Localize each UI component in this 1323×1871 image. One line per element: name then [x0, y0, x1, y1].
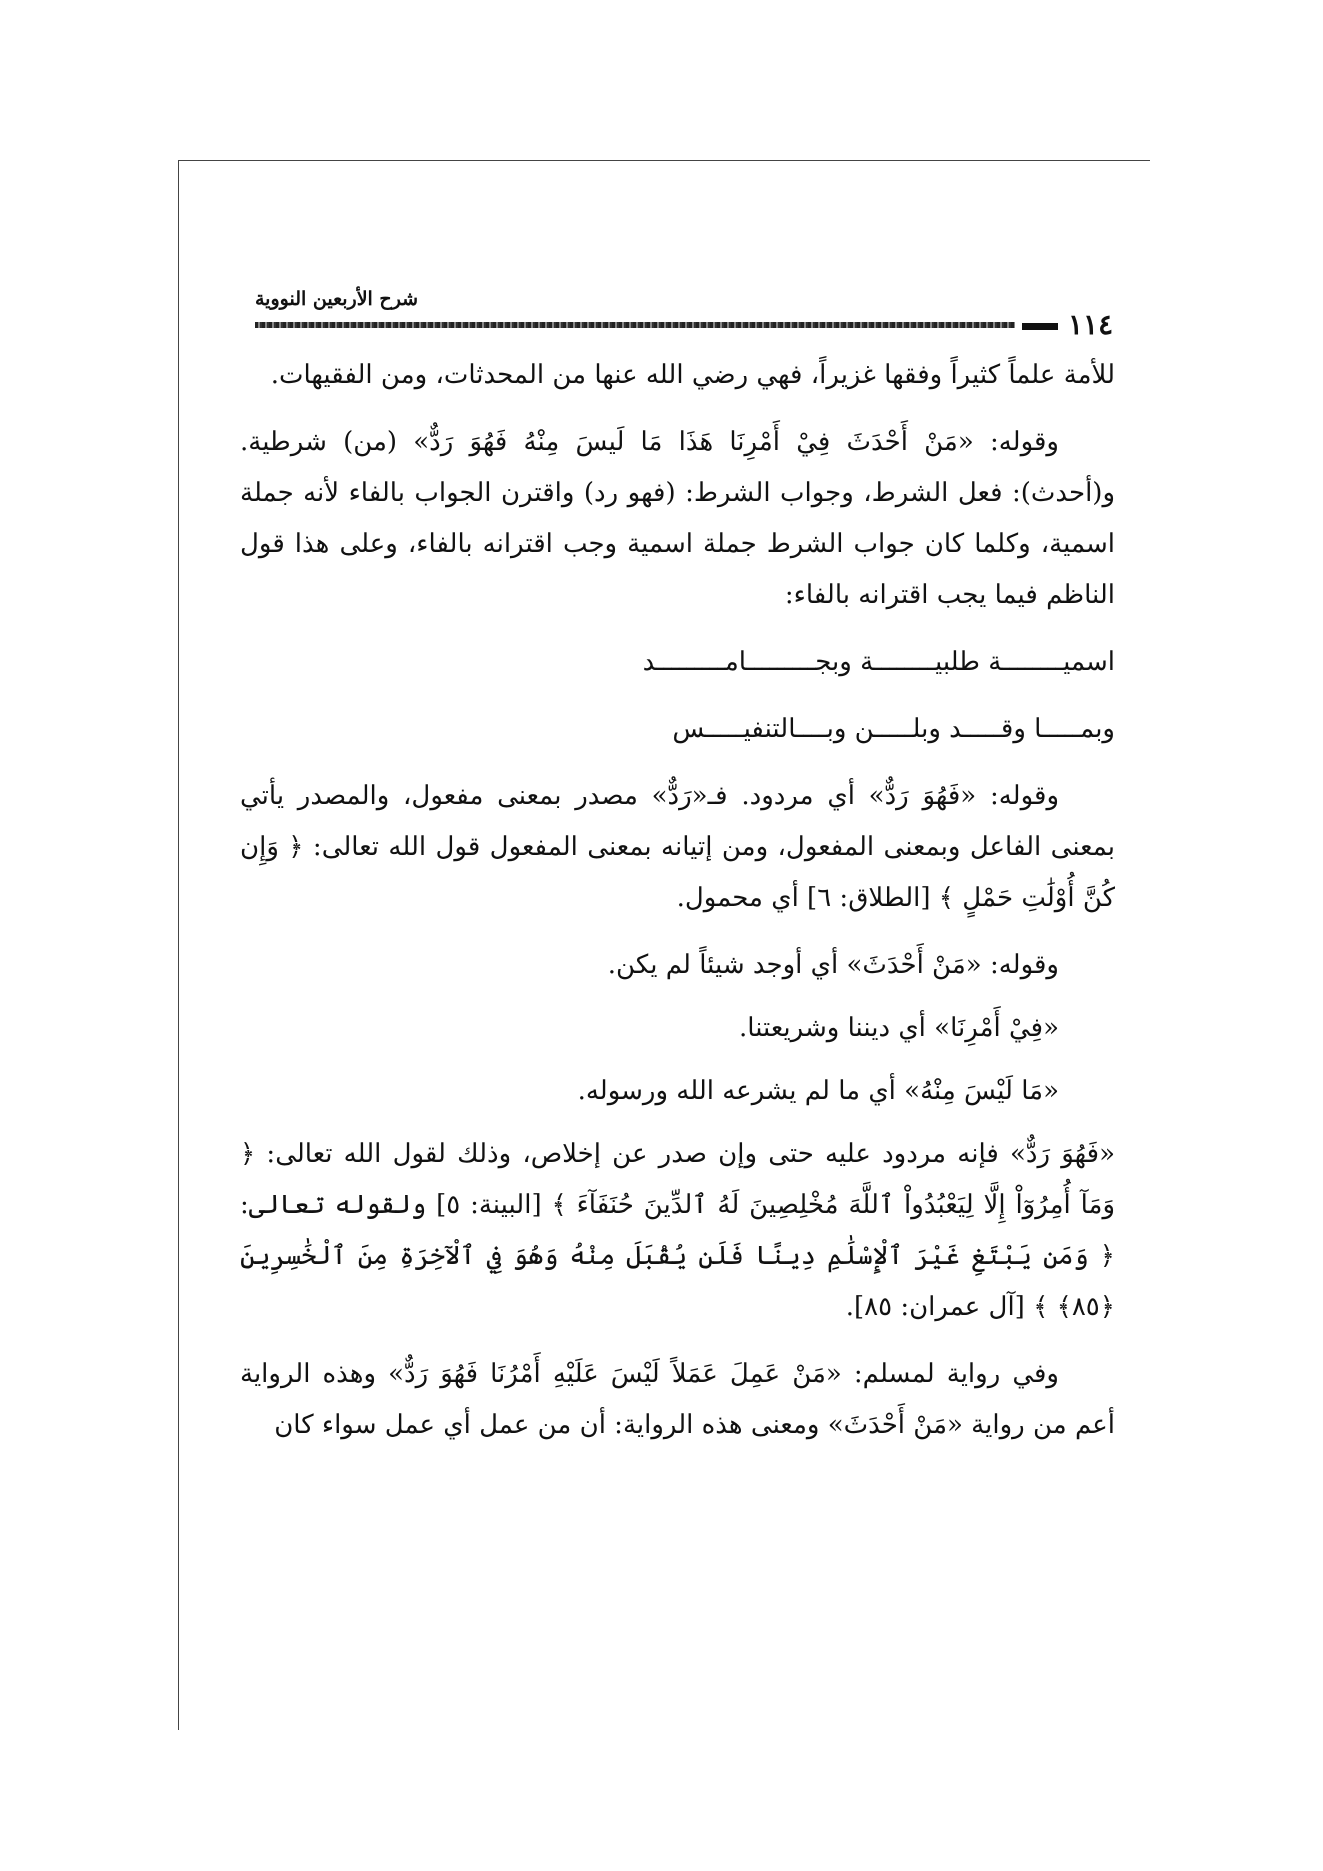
paragraph-6: «مَا لَيْسَ مِنْهُ» أي ما لم يشرعه الله ورسوله. — [577, 1076, 1059, 1106]
paragraph-1: للأمة علماً كثيراً وفقها غزيراً، فهي رضي الله عنها من المحدثات، ومن الفقيهات. — [270, 360, 1115, 390]
paragraph-8: وفي رواية لمسلم: «مَنْ عَمِلَ عَمَلاً لَيْسَ عَلَيْهِ أَمْرُنَا فَهُوَ رَدٌّ» وهذه الرواية أعم من رواية «مَنْ أَحْدَثَ» ومعنى هذه الرواية: أن من عمل أي عمل سواء كان — [240, 1359, 1115, 1440]
paragraph-7: «فَهُوَ رَدٌّ» فإنه مردود عليه حتى وإن صدر عن إخلاص، وذلك لقول الله تعالى: ﴿ وَمَآ أُمِرُوٓاْ إِلَّا لِيَعْبُدُواْ ٱللَّهَ مُخْلِصِينَ لَهُ ٱلدِّينَ حُنَفَآءَ ﴾ [البينة: ٥] ولقوله تعالى: ﴿ وَمَن يَبْتَغِ غَيْرَ ٱلْإِسْلَٰمِ دِينًا فَلَن يُقْبَلَ مِنْهُ وَهُوَ فِي ٱلْآخِرَةِ مِنَ ٱلْخَٰسِرِينَ ﴿٨٥﴾ ﴾ [آل عمران: ٨٥]. — [240, 1139, 1115, 1322]
paragraph-5: «فِيْ أَمْرِنَا» أي ديننا وشريعتنا. — [739, 1013, 1059, 1043]
page-body — [240, 350, 1115, 1467]
page-number: ١١٤ — [1022, 308, 1113, 341]
page-frame-left-rule — [178, 160, 179, 1730]
verse-line-2: وبمـــــا وقـــــد وبلـــــن وبــــالتنفيـــــس — [672, 714, 1115, 744]
header-rule — [255, 322, 1015, 328]
running-title: شرح الأربعين النووية — [255, 288, 419, 310]
page-frame-top-rule — [178, 160, 1150, 161]
paragraph-4: وقوله: «مَنْ أَحْدَثَ» أي أوجد شيئاً لم يكن. — [607, 950, 1059, 980]
paragraph-3: وقوله: «فَهُوَ رَدٌّ» أي مردود. فـ«رَدٌّ» مصدر بمعنى مفعول، والمصدر يأتي بمعنى الفاعل وبمعنى المفعول، ومن إتيانه بمعنى المفعول قول الله تعالى: ﴿ وَإِن كُنَّ أُوْلَٰتِ حَمْلٍ ﴾ [الطلاق: ٦] أي محمول. — [240, 781, 1115, 913]
paragraph-2: وقوله: «مَنْ أَحْدَثَ فِيْ أَمْرِنَا هَذَا مَا لَيسَ مِنْهُ فَهُوَ رَدٌّ» (من) شرطية. و(أحدث): فعل الشرط، وجواب الشرط: (فهو رد) واقترن الجواب بالفاء لأنه جملة اسمية، وكلما كان جواب الشرط جملة اسمية وجب اقترانه بالفاء، وعلى هذا قول الناظم فيما يجب اقترانه بالفاء: — [240, 427, 1115, 610]
verse-line-1: اسميــــــــة طلبيــــــــة وبجـــــــــامـــــــــد — [642, 647, 1115, 677]
